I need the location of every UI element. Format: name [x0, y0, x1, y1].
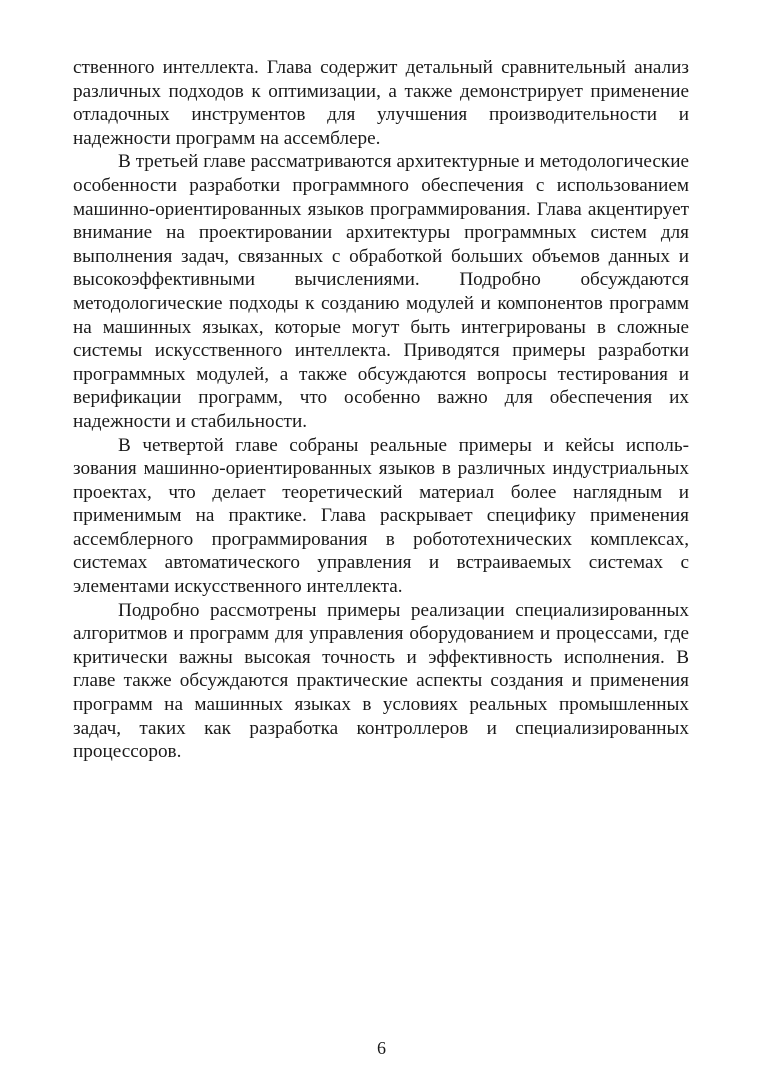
page-number: 6 [377, 1038, 386, 1058]
paragraph-chapter-four: В четвертой главе собраны реальные примеры и кейсы использования машинно-ориентированных языков в различных индустриальных проектах, что делает теоретический материал более наглядным и применимым на практике. Глава раскрывает специфику применения ассемблерного программирования в робототехнических комплексах, системах автоматического управления и встраиваемых системах с элементами искусственного интеллекта. [73, 434, 689, 598]
paragraph-chapter-three: В третьей главе рассматриваются архитектурные и методологические особенности разработки программного обеспечения с использованием машинно-ориентированных языков программирования. Глава акцентирует внимание на проектировании архитектуры программных систем для выполнения задач, связанных с обработкой больших объемов данных и высокоэффективными вычислениями. Подробно обсуждаются методологические подходы к созданию модулей и компонентов программ на машинных языках, которые могут быть интегрированы в сложные системы искусственного интеллекта. Приводятся примеры разработки программных модулей, а также обсуждаются вопросы тестирования и верификации программ, что особенно важно для обеспечения их надежности и стабильности. [73, 151, 689, 432]
body-text [73, 56, 689, 764]
paragraph-implementation-examples: Подробно рассмотрены примеры реализации специализированных алгоритмов и программ для управления оборудованием и процессами, где критически важны высокая точность и эффективность исполнения. В главе также обсуждаются практические аспекты создания и применения программ на машинных языках в условиях реальных промышленных задач, таких как разработка контроллеров и специализированных процессоров. [73, 599, 689, 763]
paragraph-continued: ственного интеллекта. Глава содержит детальный сравнительный анализ различных подходов к оптимизации, а также демонстрирует применение отладочных инструментов для улучшения производительности и надежности программ на ассемблере. [73, 57, 689, 149]
